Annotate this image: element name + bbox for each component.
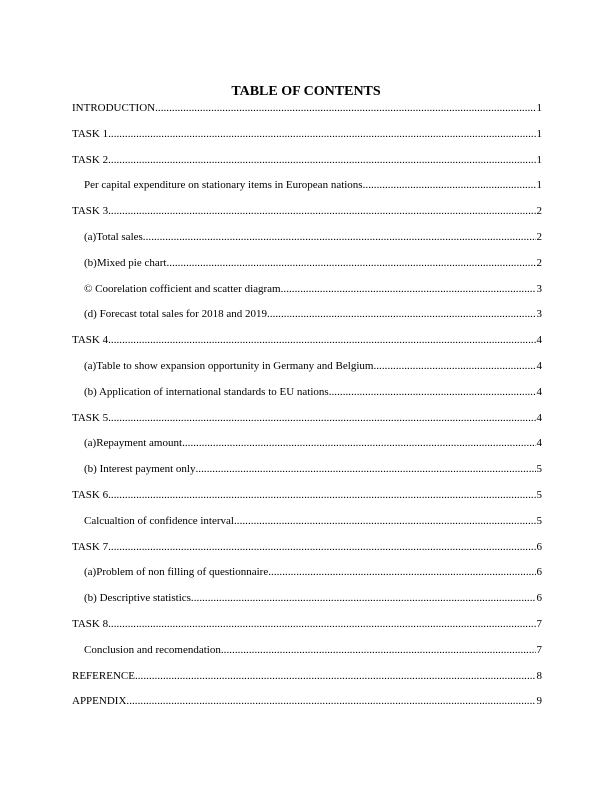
toc-dot-leader (182, 437, 536, 450)
toc-entry-text: (d) Forecast total sales for 2018 and 2019 (84, 308, 267, 321)
toc-entry-text: © Coorelation cofficient and scatter diagram (84, 282, 281, 295)
toc-entry[interactable] (72, 616, 542, 642)
toc-entry-text: TASK 3 (72, 205, 109, 218)
toc-entry[interactable] (72, 177, 542, 203)
toc-entry-text: (b) Interest payment only (84, 463, 196, 476)
toc-entry[interactable] (72, 513, 542, 539)
toc-entry[interactable] (72, 590, 542, 616)
toc-dot-leader (166, 257, 536, 270)
toc-page-number: 6 (536, 566, 542, 579)
toc-page-number: 7 (536, 643, 542, 656)
toc-entry[interactable] (72, 306, 542, 332)
toc-entry-text: TASK 4 (72, 334, 109, 347)
toc-dot-leader (234, 515, 536, 528)
toc-entry[interactable] (72, 410, 542, 436)
toc-page-number: 9 (536, 695, 542, 708)
toc-dot-leader (155, 102, 536, 115)
toc-entry-text: Calcualtion of confidence interval (84, 514, 234, 527)
toc-page-number: 3 (536, 308, 542, 321)
toc-dot-leader (267, 308, 536, 321)
toc-entry[interactable] (72, 487, 542, 513)
toc-dot-leader (373, 360, 536, 373)
toc-dot-leader (135, 670, 536, 683)
toc-entry[interactable] (72, 693, 542, 719)
toc-entry[interactable] (72, 332, 542, 358)
toc-entry[interactable] (72, 281, 542, 307)
toc-title: TABLE OF CONTENTS (231, 84, 381, 99)
toc-entry-text: TASK 5 (72, 411, 109, 424)
toc-page-number: 4 (536, 437, 542, 450)
toc-dot-leader (281, 283, 536, 296)
toc-entry-text: (a)Total sales (84, 230, 143, 243)
toc-entry[interactable] (72, 668, 542, 694)
toc-page-number: 3 (536, 282, 542, 295)
toc-entry-text: (b) Application of international standards to EU nations (84, 385, 329, 398)
toc-page-number: 7 (536, 617, 542, 630)
toc-page-number: 6 (536, 540, 542, 553)
toc-entry[interactable] (72, 642, 542, 668)
toc-page-number: 2 (536, 256, 542, 269)
toc-page-number: 1 (536, 153, 542, 166)
toc-entry[interactable] (72, 126, 542, 152)
toc-page-number: 4 (536, 359, 542, 372)
toc-entry[interactable] (72, 435, 542, 461)
toc-entry-text: REFERENCE (72, 669, 135, 682)
toc-entry[interactable] (72, 152, 542, 178)
toc-dot-leader (108, 334, 536, 347)
toc-page-number: 2 (536, 230, 542, 243)
toc-dot-leader (108, 618, 536, 631)
toc-entry-text: APPENDIX (72, 695, 127, 708)
toc-entry[interactable] (72, 255, 542, 281)
toc-entry[interactable] (72, 229, 542, 255)
toc-dot-leader (363, 179, 536, 192)
toc-dot-leader (196, 463, 537, 476)
toc-entry-text: TASK 7 (72, 540, 109, 553)
toc-page-number: 1 (536, 102, 542, 114)
toc-page-number: 4 (536, 385, 542, 398)
toc-entry[interactable] (72, 100, 542, 126)
toc-page-number: 6 (536, 592, 542, 605)
toc-page-number: 5 (536, 488, 542, 501)
toc-page-number: 1 (536, 127, 542, 140)
toc-dot-leader (108, 128, 536, 141)
toc-dot-leader (191, 592, 536, 605)
toc-entry-text: (a)Repayment amount (84, 437, 183, 450)
toc-entry[interactable] (72, 203, 542, 229)
toc-entry-text: (a)Table to show expansion opportunity in Germany and Belgium (84, 359, 374, 372)
toc-dot-leader (108, 205, 536, 218)
toc-page-number: 8 (536, 669, 542, 682)
toc-entry-text: TASK 1 (72, 127, 109, 140)
toc-dot-leader (221, 644, 536, 657)
toc-dot-leader (329, 386, 536, 399)
toc-entry-text: (a)Problem of non filling of questionnaire (84, 566, 269, 579)
toc-entry-text: (b) Descriptive statistics (84, 592, 191, 605)
toc-entry-text: (b)Mixed pie chart (84, 256, 167, 269)
toc-dot-leader (143, 231, 536, 244)
toc-dot-leader (108, 154, 536, 167)
toc-list (72, 100, 542, 719)
toc-dot-leader (126, 695, 536, 708)
toc-entry-text: INTRODUCTION (72, 102, 156, 114)
toc-entry-text: TASK 2 (72, 153, 109, 166)
toc-entry[interactable] (72, 358, 542, 384)
toc-entry-text: Per capital expenditure on stationary items in European nations (84, 179, 363, 192)
toc-entry-text: TASK 6 (72, 488, 109, 501)
toc-page-number: 2 (536, 205, 542, 218)
toc-entry-text: Conclusion and recomendation (84, 643, 221, 656)
toc-page-number: 4 (536, 334, 542, 347)
toc-page-number: 4 (536, 411, 542, 424)
toc-entry[interactable] (72, 461, 542, 487)
toc-page-number: 1 (536, 179, 542, 192)
toc-entry[interactable] (72, 564, 542, 590)
toc-entry[interactable] (72, 539, 542, 565)
toc-entry[interactable] (72, 384, 542, 410)
toc-dot-leader (108, 412, 536, 425)
toc-page-number: 5 (536, 463, 542, 476)
toc-dot-leader (108, 541, 536, 554)
toc-entry-text: TASK 8 (72, 617, 109, 630)
toc-dot-leader (108, 489, 536, 502)
toc-dot-leader (268, 566, 536, 579)
toc-page-number: 5 (536, 514, 542, 527)
